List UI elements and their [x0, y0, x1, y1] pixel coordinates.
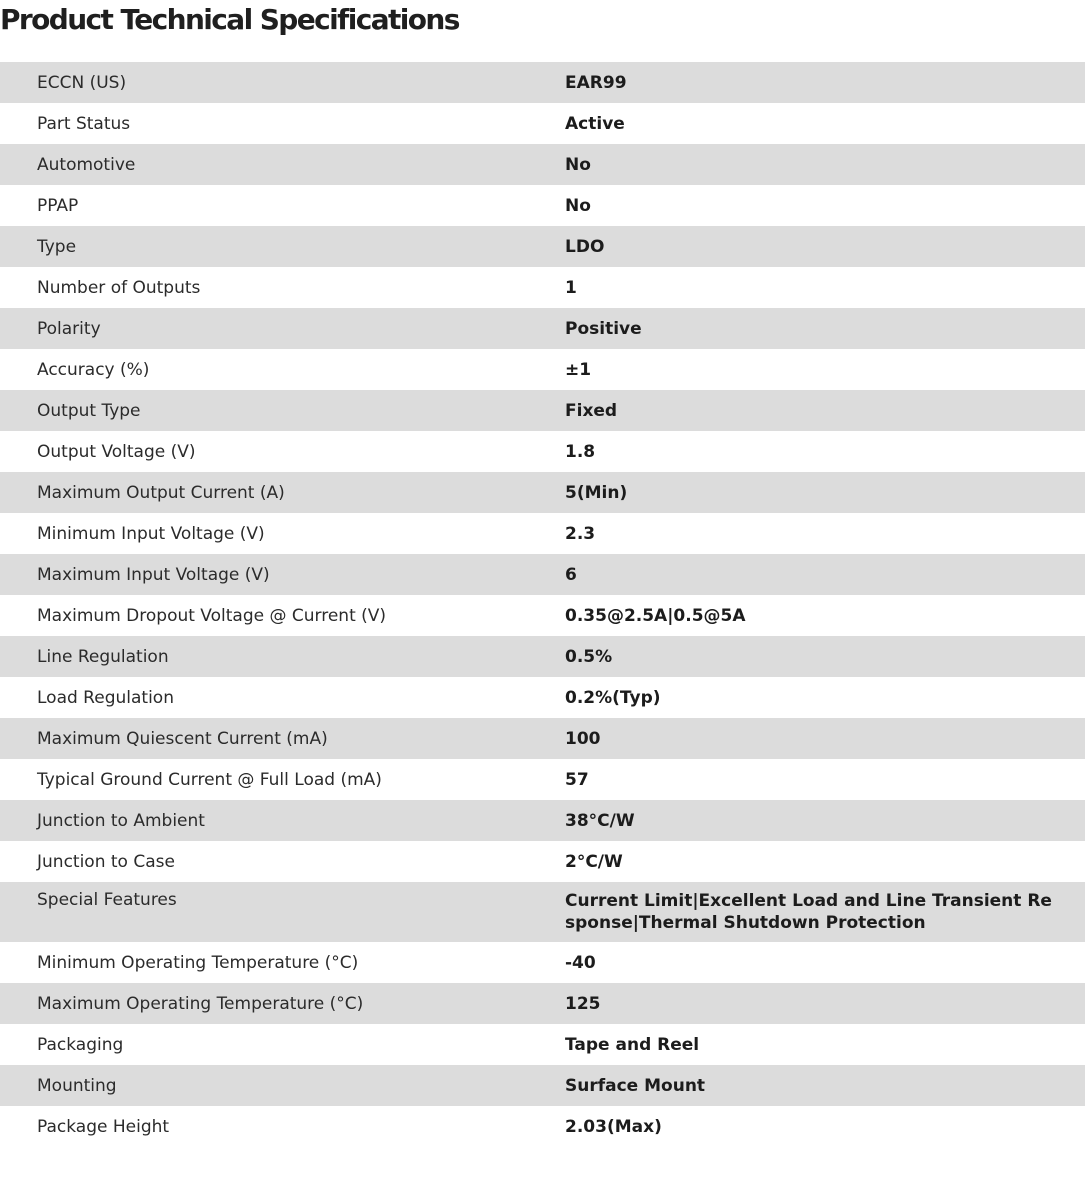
spec-value: 0.5% — [565, 646, 613, 667]
spec-label: ECCN (US) — [37, 72, 127, 93]
spec-row-special-features — [0, 882, 1085, 942]
spec-row-max-operating-temperature — [0, 983, 1085, 1024]
spec-label: Number of Outputs — [37, 277, 201, 298]
spec-label: Minimum Operating Temperature (°C) — [37, 952, 359, 973]
spec-label: PPAP — [37, 195, 79, 216]
spec-value: Surface Mount — [565, 1075, 706, 1096]
spec-value: 100 — [565, 728, 601, 749]
spec-row-part-status — [0, 103, 1085, 144]
spec-row-max-dropout-voltage — [0, 595, 1085, 636]
spec-row-min-input-voltage — [0, 513, 1085, 554]
spec-label: Accuracy (%) — [37, 359, 150, 380]
spec-row-packaging — [0, 1024, 1085, 1065]
spec-value: EAR99 — [565, 72, 627, 93]
spec-value: 2°C/W — [565, 851, 623, 872]
spec-label: Output Voltage (V) — [37, 441, 196, 462]
spec-label: Part Status — [37, 113, 131, 134]
spec-label: Minimum Input Voltage (V) — [37, 523, 265, 544]
spec-row-eccn — [0, 62, 1085, 103]
spec-label: Maximum Dropout Voltage @ Current (V) — [37, 605, 387, 626]
spec-row-min-operating-temperature — [0, 942, 1085, 983]
spec-value: 0.2%(Typ) — [565, 687, 661, 708]
spec-value: 2.03(Max) — [565, 1116, 662, 1137]
spec-value: 125 — [565, 993, 601, 1014]
spec-label: Line Regulation — [37, 646, 169, 667]
spec-label: Special Features — [37, 890, 177, 910]
spec-row-max-output-current — [0, 472, 1085, 513]
spec-row-line-regulation — [0, 636, 1085, 677]
spec-row-load-regulation — [0, 677, 1085, 718]
spec-value: -40 — [565, 952, 596, 973]
spec-label: Junction to Case — [37, 851, 175, 872]
spec-value: Fixed — [565, 400, 618, 421]
spec-label: Mounting — [37, 1075, 117, 1096]
spec-value: 2.3 — [565, 523, 596, 544]
spec-label: Type — [37, 236, 77, 257]
spec-value: 57 — [565, 769, 589, 790]
spec-row-junction-to-ambient — [0, 800, 1085, 841]
spec-row-ppap — [0, 185, 1085, 226]
spec-row-output-voltage — [0, 431, 1085, 472]
spec-value: Positive — [565, 318, 642, 339]
spec-label: Maximum Quiescent Current (mA) — [37, 728, 328, 749]
spec-row-polarity — [0, 308, 1085, 349]
spec-value: LDO — [565, 236, 605, 257]
spec-label: Typical Ground Current @ Full Load (mA) — [37, 769, 382, 790]
spec-value: ±1 — [565, 359, 592, 380]
spec-value: No — [565, 154, 591, 175]
spec-value: Tape and Reel — [565, 1034, 700, 1055]
spec-label: Output Type — [37, 400, 141, 421]
spec-label: Polarity — [37, 318, 101, 339]
spec-row-mounting — [0, 1065, 1085, 1106]
spec-value: No — [565, 195, 591, 216]
spec-row-max-input-voltage — [0, 554, 1085, 595]
spec-label: Junction to Ambient — [37, 810, 205, 831]
spec-label: Package Height — [37, 1116, 170, 1137]
spec-row-accuracy — [0, 349, 1085, 390]
spec-row-number-of-outputs — [0, 267, 1085, 308]
spec-label: Automotive — [37, 154, 136, 175]
spec-row-junction-to-case — [0, 841, 1085, 882]
spec-value: 1 — [565, 277, 577, 298]
spec-value: 6 — [565, 564, 577, 585]
spec-row-automotive — [0, 144, 1085, 185]
spec-value: 0.35@2.5A|0.5@5A — [565, 605, 746, 626]
spec-label: Maximum Output Current (A) — [37, 482, 285, 503]
spec-row-package-height — [0, 1106, 1085, 1147]
spec-value: 5(Min) — [565, 482, 628, 503]
spec-value: Active — [565, 113, 625, 134]
spec-table — [0, 62, 1085, 1147]
spec-label: Load Regulation — [37, 687, 174, 708]
spec-label: Maximum Input Voltage (V) — [37, 564, 270, 585]
spec-label: Packaging — [37, 1034, 124, 1055]
spec-value: 1.8 — [565, 441, 596, 462]
spec-label: Maximum Operating Temperature (°C) — [37, 993, 364, 1014]
spec-value: Current Limit|Excellent Load and Line Transient Response|Thermal Shutdown Protection — [565, 891, 1052, 933]
spec-value: 38°C/W — [565, 810, 635, 831]
spec-row-type — [0, 226, 1085, 267]
page-title: Product Technical Specifications — [0, 3, 459, 36]
spec-row-output-type — [0, 390, 1085, 431]
spec-row-max-quiescent-current — [0, 718, 1085, 759]
spec-row-typical-ground-current — [0, 759, 1085, 800]
